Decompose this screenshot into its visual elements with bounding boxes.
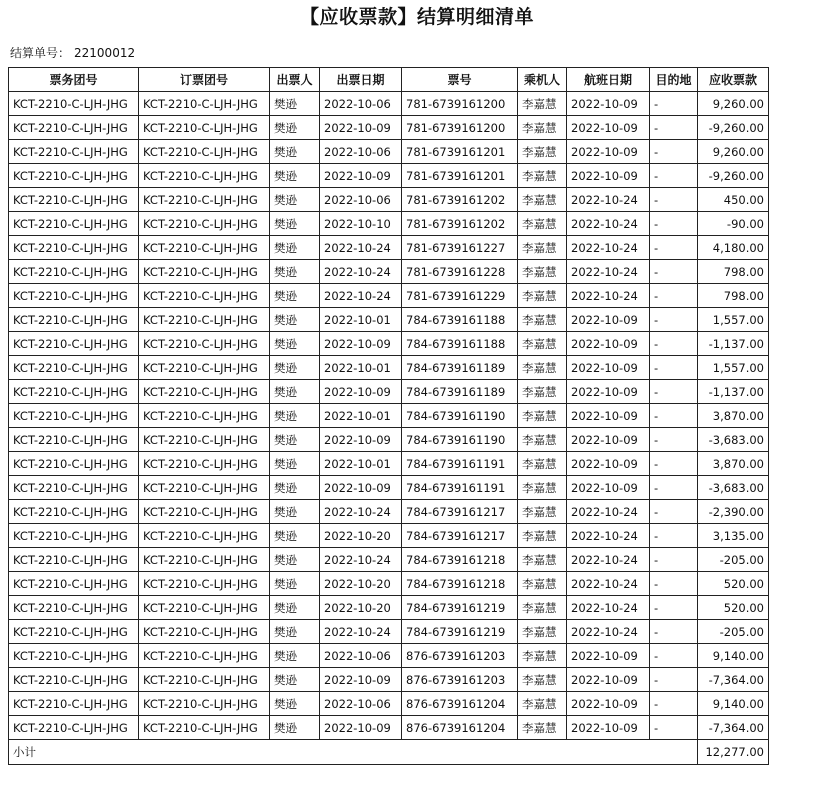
cell-destination: - — [650, 332, 698, 356]
cell-passenger: 李嘉慧 — [518, 692, 567, 716]
table-row — [9, 332, 769, 356]
cell-passenger: 李嘉慧 — [518, 356, 567, 380]
cell-ticket-group: KCT-2210-C-LJH-JHG — [9, 212, 139, 236]
cell-issuer: 樊逊 — [270, 500, 320, 524]
cell-flight-date: 2022-10-09 — [567, 164, 650, 188]
cell-issue-date: 2022-10-20 — [320, 524, 402, 548]
cell-issuer: 樊逊 — [270, 620, 320, 644]
cell-ticket-number: 784-6739161217 — [402, 524, 518, 548]
cell-ticket-group: KCT-2210-C-LJH-JHG — [9, 236, 139, 260]
header-amount: 应收票款 — [698, 68, 769, 92]
cell-destination: - — [650, 116, 698, 140]
cell-issuer: 樊逊 — [270, 644, 320, 668]
cell-flight-date: 2022-10-09 — [567, 644, 650, 668]
cell-passenger: 李嘉慧 — [518, 428, 567, 452]
cell-ticket-number: 784-6739161218 — [402, 548, 518, 572]
cell-booking-group: KCT-2210-C-LJH-JHG — [139, 308, 270, 332]
cell-issuer: 樊逊 — [270, 428, 320, 452]
cell-booking-group: KCT-2210-C-LJH-JHG — [139, 644, 270, 668]
cell-booking-group: KCT-2210-C-LJH-JHG — [139, 692, 270, 716]
cell-ticket-number: 781-6739161201 — [402, 140, 518, 164]
cell-ticket-group: KCT-2210-C-LJH-JHG — [9, 260, 139, 284]
cell-passenger: 李嘉慧 — [518, 164, 567, 188]
table-row — [9, 452, 769, 476]
cell-amount: -3,683.00 — [698, 428, 769, 452]
cell-issue-date: 2022-10-09 — [320, 164, 402, 188]
cell-passenger: 李嘉慧 — [518, 524, 567, 548]
cell-ticket-group: KCT-2210-C-LJH-JHG — [9, 572, 139, 596]
cell-amount: -7,364.00 — [698, 716, 769, 740]
table-row — [9, 428, 769, 452]
cell-amount: 9,260.00 — [698, 140, 769, 164]
cell-booking-group: KCT-2210-C-LJH-JHG — [139, 524, 270, 548]
subtotal-value: 12,277.00 — [698, 740, 769, 765]
table-row — [9, 524, 769, 548]
cell-booking-group: KCT-2210-C-LJH-JHG — [139, 188, 270, 212]
cell-booking-group: KCT-2210-C-LJH-JHG — [139, 164, 270, 188]
cell-issuer: 樊逊 — [270, 668, 320, 692]
cell-ticket-number: 784-6739161189 — [402, 380, 518, 404]
cell-passenger: 李嘉慧 — [518, 236, 567, 260]
cell-issue-date: 2022-10-24 — [320, 260, 402, 284]
cell-destination: - — [650, 260, 698, 284]
cell-destination: - — [650, 572, 698, 596]
cell-destination: - — [650, 476, 698, 500]
table-row — [9, 644, 769, 668]
cell-flight-date: 2022-10-09 — [567, 428, 650, 452]
cell-ticket-number: 784-6739161219 — [402, 620, 518, 644]
cell-amount: -9,260.00 — [698, 164, 769, 188]
cell-destination: - — [650, 92, 698, 116]
cell-issuer: 樊逊 — [270, 140, 320, 164]
cell-passenger: 李嘉慧 — [518, 284, 567, 308]
cell-ticket-group: KCT-2210-C-LJH-JHG — [9, 500, 139, 524]
cell-issuer: 樊逊 — [270, 212, 320, 236]
cell-amount: 450.00 — [698, 188, 769, 212]
cell-destination: - — [650, 644, 698, 668]
cell-booking-group: KCT-2210-C-LJH-JHG — [139, 140, 270, 164]
cell-ticket-group: KCT-2210-C-LJH-JHG — [9, 476, 139, 500]
cell-ticket-number: 781-6739161227 — [402, 236, 518, 260]
cell-flight-date: 2022-10-24 — [567, 596, 650, 620]
cell-ticket-group: KCT-2210-C-LJH-JHG — [9, 596, 139, 620]
cell-ticket-group: KCT-2210-C-LJH-JHG — [9, 692, 139, 716]
cell-issue-date: 2022-10-01 — [320, 404, 402, 428]
settlement-number-value: 22100012 — [74, 46, 136, 60]
header-ticket-group: 票务团号 — [9, 68, 139, 92]
cell-issue-date: 2022-10-20 — [320, 572, 402, 596]
cell-amount: 4,180.00 — [698, 236, 769, 260]
cell-destination: - — [650, 404, 698, 428]
cell-destination: - — [650, 356, 698, 380]
cell-issuer: 樊逊 — [270, 548, 320, 572]
cell-amount: 1,557.00 — [698, 356, 769, 380]
cell-destination: - — [650, 212, 698, 236]
cell-flight-date: 2022-10-09 — [567, 716, 650, 740]
cell-issue-date: 2022-10-09 — [320, 716, 402, 740]
cell-destination: - — [650, 524, 698, 548]
cell-ticket-group: KCT-2210-C-LJH-JHG — [9, 116, 139, 140]
cell-destination: - — [650, 620, 698, 644]
cell-amount: 1,557.00 — [698, 308, 769, 332]
cell-issue-date: 2022-10-24 — [320, 500, 402, 524]
cell-booking-group: KCT-2210-C-LJH-JHG — [139, 260, 270, 284]
cell-booking-group: KCT-2210-C-LJH-JHG — [139, 236, 270, 260]
cell-amount: 3,135.00 — [698, 524, 769, 548]
cell-ticket-number: 876-6739161203 — [402, 668, 518, 692]
cell-destination: - — [650, 692, 698, 716]
cell-booking-group: KCT-2210-C-LJH-JHG — [139, 476, 270, 500]
cell-ticket-group: KCT-2210-C-LJH-JHG — [9, 620, 139, 644]
cell-passenger: 李嘉慧 — [518, 212, 567, 236]
table-row — [9, 716, 769, 740]
cell-issuer: 樊逊 — [270, 332, 320, 356]
cell-booking-group: KCT-2210-C-LJH-JHG — [139, 380, 270, 404]
cell-booking-group: KCT-2210-C-LJH-JHG — [139, 116, 270, 140]
cell-passenger: 李嘉慧 — [518, 452, 567, 476]
table-row — [9, 92, 769, 116]
cell-passenger: 李嘉慧 — [518, 92, 567, 116]
cell-amount: -90.00 — [698, 212, 769, 236]
cell-passenger: 李嘉慧 — [518, 716, 567, 740]
cell-flight-date: 2022-10-24 — [567, 620, 650, 644]
cell-amount: -1,137.00 — [698, 380, 769, 404]
cell-flight-date: 2022-10-09 — [567, 332, 650, 356]
cell-amount: 9,140.00 — [698, 692, 769, 716]
cell-booking-group: KCT-2210-C-LJH-JHG — [139, 332, 270, 356]
header-issuer: 出票人 — [270, 68, 320, 92]
cell-amount: -205.00 — [698, 548, 769, 572]
cell-amount: 3,870.00 — [698, 452, 769, 476]
table-row — [9, 404, 769, 428]
cell-destination: - — [650, 308, 698, 332]
cell-ticket-group: KCT-2210-C-LJH-JHG — [9, 188, 139, 212]
page-title: 【应收票款】结算明细清单 — [299, 6, 534, 28]
table-row — [9, 548, 769, 572]
cell-destination: - — [650, 716, 698, 740]
cell-issuer: 樊逊 — [270, 692, 320, 716]
cell-passenger: 李嘉慧 — [518, 308, 567, 332]
cell-issuer: 樊逊 — [270, 284, 320, 308]
cell-issue-date: 2022-10-09 — [320, 116, 402, 140]
cell-passenger: 李嘉慧 — [518, 548, 567, 572]
cell-issue-date: 2022-10-20 — [320, 596, 402, 620]
cell-ticket-group: KCT-2210-C-LJH-JHG — [9, 332, 139, 356]
cell-booking-group: KCT-2210-C-LJH-JHG — [139, 668, 270, 692]
cell-flight-date: 2022-10-24 — [567, 284, 650, 308]
cell-booking-group: KCT-2210-C-LJH-JHG — [139, 596, 270, 620]
cell-booking-group: KCT-2210-C-LJH-JHG — [139, 284, 270, 308]
cell-issue-date: 2022-10-24 — [320, 284, 402, 308]
cell-amount: 798.00 — [698, 260, 769, 284]
cell-flight-date: 2022-10-24 — [567, 548, 650, 572]
cell-ticket-group: KCT-2210-C-LJH-JHG — [9, 524, 139, 548]
cell-ticket-number: 876-6739161204 — [402, 692, 518, 716]
cell-amount: -2,390.00 — [698, 500, 769, 524]
table-row — [9, 284, 769, 308]
cell-passenger: 李嘉慧 — [518, 260, 567, 284]
cell-issuer: 樊逊 — [270, 452, 320, 476]
cell-amount: 520.00 — [698, 596, 769, 620]
header-ticket-number: 票号 — [402, 68, 518, 92]
cell-destination: - — [650, 548, 698, 572]
header-flight-date: 航班日期 — [567, 68, 650, 92]
subtotal-row — [9, 740, 769, 765]
cell-ticket-number: 781-6739161200 — [402, 92, 518, 116]
cell-ticket-group: KCT-2210-C-LJH-JHG — [9, 404, 139, 428]
cell-issuer: 樊逊 — [270, 164, 320, 188]
table-row — [9, 236, 769, 260]
header-issue-date: 出票日期 — [320, 68, 402, 92]
cell-issue-date: 2022-10-06 — [320, 644, 402, 668]
cell-ticket-group: KCT-2210-C-LJH-JHG — [9, 284, 139, 308]
cell-ticket-number: 876-6739161204 — [402, 716, 518, 740]
cell-passenger: 李嘉慧 — [518, 116, 567, 140]
cell-flight-date: 2022-10-09 — [567, 380, 650, 404]
cell-issuer: 樊逊 — [270, 572, 320, 596]
cell-ticket-number: 781-6739161228 — [402, 260, 518, 284]
subtotal-label: 小计 — [9, 740, 698, 765]
settlement-table — [8, 67, 769, 765]
cell-ticket-number: 784-6739161190 — [402, 428, 518, 452]
cell-booking-group: KCT-2210-C-LJH-JHG — [139, 404, 270, 428]
cell-passenger: 李嘉慧 — [518, 596, 567, 620]
table-row — [9, 188, 769, 212]
cell-ticket-number: 784-6739161191 — [402, 476, 518, 500]
cell-passenger: 李嘉慧 — [518, 188, 567, 212]
cell-booking-group: KCT-2210-C-LJH-JHG — [139, 428, 270, 452]
cell-amount: 520.00 — [698, 572, 769, 596]
table-row — [9, 308, 769, 332]
cell-passenger: 李嘉慧 — [518, 140, 567, 164]
cell-issue-date: 2022-10-09 — [320, 332, 402, 356]
cell-issue-date: 2022-10-09 — [320, 380, 402, 404]
cell-ticket-group: KCT-2210-C-LJH-JHG — [9, 548, 139, 572]
table-row — [9, 380, 769, 404]
cell-issuer: 樊逊 — [270, 596, 320, 620]
cell-passenger: 李嘉慧 — [518, 620, 567, 644]
cell-issue-date: 2022-10-10 — [320, 212, 402, 236]
cell-booking-group: KCT-2210-C-LJH-JHG — [139, 212, 270, 236]
cell-booking-group: KCT-2210-C-LJH-JHG — [139, 92, 270, 116]
cell-destination: - — [650, 284, 698, 308]
cell-issuer: 樊逊 — [270, 356, 320, 380]
table-header-row — [9, 68, 769, 92]
cell-issuer: 樊逊 — [270, 380, 320, 404]
cell-destination: - — [650, 596, 698, 620]
table-row — [9, 356, 769, 380]
cell-amount: -9,260.00 — [698, 116, 769, 140]
cell-issuer: 樊逊 — [270, 716, 320, 740]
cell-flight-date: 2022-10-09 — [567, 308, 650, 332]
cell-booking-group: KCT-2210-C-LJH-JHG — [139, 548, 270, 572]
cell-ticket-number: 781-6739161201 — [402, 164, 518, 188]
cell-issuer: 樊逊 — [270, 92, 320, 116]
cell-ticket-group: KCT-2210-C-LJH-JHG — [9, 716, 139, 740]
cell-issuer: 樊逊 — [270, 404, 320, 428]
cell-ticket-number: 781-6739161202 — [402, 188, 518, 212]
cell-booking-group: KCT-2210-C-LJH-JHG — [139, 500, 270, 524]
header-destination: 目的地 — [650, 68, 698, 92]
cell-passenger: 李嘉慧 — [518, 380, 567, 404]
cell-amount: -1,137.00 — [698, 332, 769, 356]
cell-issue-date: 2022-10-24 — [320, 620, 402, 644]
cell-issue-date: 2022-10-01 — [320, 356, 402, 380]
table-row — [9, 116, 769, 140]
cell-issuer: 樊逊 — [270, 188, 320, 212]
table-row — [9, 164, 769, 188]
cell-ticket-number: 784-6739161219 — [402, 596, 518, 620]
cell-issue-date: 2022-10-24 — [320, 236, 402, 260]
cell-destination: - — [650, 452, 698, 476]
cell-flight-date: 2022-10-24 — [567, 212, 650, 236]
cell-passenger: 李嘉慧 — [518, 500, 567, 524]
settlement-number — [10, 44, 135, 61]
table-row — [9, 668, 769, 692]
cell-flight-date: 2022-10-09 — [567, 404, 650, 428]
cell-booking-group: KCT-2210-C-LJH-JHG — [139, 572, 270, 596]
cell-ticket-group: KCT-2210-C-LJH-JHG — [9, 92, 139, 116]
cell-ticket-group: KCT-2210-C-LJH-JHG — [9, 356, 139, 380]
cell-issuer: 樊逊 — [270, 476, 320, 500]
table-row — [9, 500, 769, 524]
cell-destination: - — [650, 164, 698, 188]
settlement-number-label: 结算单号： — [10, 46, 71, 60]
table-row — [9, 140, 769, 164]
cell-flight-date: 2022-10-09 — [567, 116, 650, 140]
cell-booking-group: KCT-2210-C-LJH-JHG — [139, 356, 270, 380]
table-row — [9, 476, 769, 500]
cell-issue-date: 2022-10-06 — [320, 692, 402, 716]
cell-passenger: 李嘉慧 — [518, 572, 567, 596]
cell-flight-date: 2022-10-09 — [567, 356, 650, 380]
cell-amount: -205.00 — [698, 620, 769, 644]
cell-amount: 3,870.00 — [698, 404, 769, 428]
cell-ticket-group: KCT-2210-C-LJH-JHG — [9, 140, 139, 164]
cell-ticket-number: 784-6739161188 — [402, 332, 518, 356]
cell-issue-date: 2022-10-09 — [320, 668, 402, 692]
table-row — [9, 572, 769, 596]
cell-amount: -3,683.00 — [698, 476, 769, 500]
cell-ticket-number: 781-6739161202 — [402, 212, 518, 236]
cell-passenger: 李嘉慧 — [518, 332, 567, 356]
cell-destination: - — [650, 668, 698, 692]
cell-flight-date: 2022-10-09 — [567, 92, 650, 116]
cell-destination: - — [650, 380, 698, 404]
cell-ticket-group: KCT-2210-C-LJH-JHG — [9, 380, 139, 404]
cell-flight-date: 2022-10-09 — [567, 476, 650, 500]
cell-passenger: 李嘉慧 — [518, 404, 567, 428]
cell-ticket-number: 781-6739161200 — [402, 116, 518, 140]
cell-ticket-number: 781-6739161229 — [402, 284, 518, 308]
cell-flight-date: 2022-10-24 — [567, 188, 650, 212]
cell-passenger: 李嘉慧 — [518, 644, 567, 668]
cell-ticket-group: KCT-2210-C-LJH-JHG — [9, 452, 139, 476]
cell-issue-date: 2022-10-06 — [320, 188, 402, 212]
table-row — [9, 260, 769, 284]
cell-amount: 9,140.00 — [698, 644, 769, 668]
header-passenger: 乘机人 — [518, 68, 567, 92]
cell-passenger: 李嘉慧 — [518, 476, 567, 500]
cell-ticket-number: 784-6739161191 — [402, 452, 518, 476]
cell-amount: -7,364.00 — [698, 668, 769, 692]
cell-ticket-number: 784-6739161188 — [402, 308, 518, 332]
cell-booking-group: KCT-2210-C-LJH-JHG — [139, 716, 270, 740]
cell-issuer: 樊逊 — [270, 308, 320, 332]
cell-ticket-group: KCT-2210-C-LJH-JHG — [9, 668, 139, 692]
cell-ticket-group: KCT-2210-C-LJH-JHG — [9, 164, 139, 188]
cell-destination: - — [650, 428, 698, 452]
cell-issue-date: 2022-10-01 — [320, 308, 402, 332]
cell-issue-date: 2022-10-09 — [320, 476, 402, 500]
cell-issuer: 樊逊 — [270, 524, 320, 548]
cell-destination: - — [650, 236, 698, 260]
cell-amount: 9,260.00 — [698, 92, 769, 116]
cell-issue-date: 2022-10-06 — [320, 140, 402, 164]
cell-flight-date: 2022-10-09 — [567, 452, 650, 476]
cell-amount: 798.00 — [698, 284, 769, 308]
cell-ticket-number: 784-6739161189 — [402, 356, 518, 380]
cell-flight-date: 2022-10-09 — [567, 668, 650, 692]
cell-issuer: 樊逊 — [270, 116, 320, 140]
cell-flight-date: 2022-10-09 — [567, 140, 650, 164]
cell-issuer: 樊逊 — [270, 260, 320, 284]
cell-ticket-number: 784-6739161218 — [402, 572, 518, 596]
cell-issuer: 樊逊 — [270, 236, 320, 260]
table-row — [9, 692, 769, 716]
cell-booking-group: KCT-2210-C-LJH-JHG — [139, 620, 270, 644]
header-booking-group: 订票团号 — [139, 68, 270, 92]
cell-flight-date: 2022-10-24 — [567, 572, 650, 596]
cell-destination: - — [650, 500, 698, 524]
cell-ticket-number: 876-6739161203 — [402, 644, 518, 668]
cell-issue-date: 2022-10-09 — [320, 428, 402, 452]
cell-issue-date: 2022-10-24 — [320, 548, 402, 572]
table-row — [9, 212, 769, 236]
cell-destination: - — [650, 188, 698, 212]
cell-destination: - — [650, 140, 698, 164]
cell-ticket-group: KCT-2210-C-LJH-JHG — [9, 428, 139, 452]
cell-ticket-number: 784-6739161190 — [402, 404, 518, 428]
cell-ticket-number: 784-6739161217 — [402, 500, 518, 524]
cell-flight-date: 2022-10-24 — [567, 236, 650, 260]
cell-issue-date: 2022-10-01 — [320, 452, 402, 476]
cell-flight-date: 2022-10-24 — [567, 260, 650, 284]
table-row — [9, 596, 769, 620]
cell-passenger: 李嘉慧 — [518, 668, 567, 692]
cell-ticket-group: KCT-2210-C-LJH-JHG — [9, 308, 139, 332]
cell-flight-date: 2022-10-24 — [567, 524, 650, 548]
cell-issue-date: 2022-10-06 — [320, 92, 402, 116]
cell-flight-date: 2022-10-24 — [567, 500, 650, 524]
cell-booking-group: KCT-2210-C-LJH-JHG — [139, 452, 270, 476]
cell-ticket-group: KCT-2210-C-LJH-JHG — [9, 644, 139, 668]
cell-flight-date: 2022-10-09 — [567, 692, 650, 716]
table-row — [9, 620, 769, 644]
